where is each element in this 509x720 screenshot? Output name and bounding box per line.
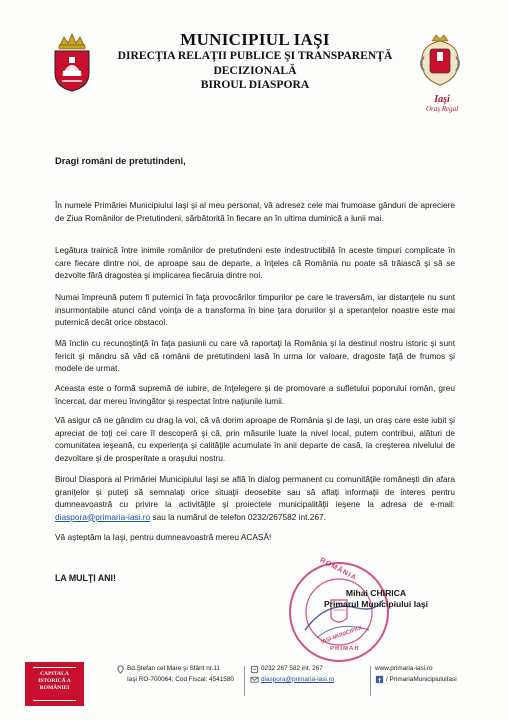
phone-icon [250, 665, 259, 674]
footer-web [375, 664, 457, 685]
diaspora-email-link[interactable]: diaspora@primaria-iasi.ro [55, 511, 151, 522]
stamp-text-side: IAŞI-MUNICIPIUL [320, 624, 365, 646]
badge-line-3: ROMÂNIEI [39, 685, 70, 692]
phone-text: 0232 267 582 int. 267 [261, 665, 323, 672]
wordmark-iasi: Iaşi [434, 94, 450, 105]
paragraph-6: Vă asigur că ne gândim cu drag la voi, că vă dorim aproape de România şi de Iaşi, un oraş care este iubit şi apreciat de toţi cei care îl descoperă şi că, prin măsurile luate la nivel local, putem contribui, alături de comunitatea ieşeană, cu experienţa şi calităţile acumulate în anii departe de casă, la creşterea nivelului de dezvoltare şi de prosperitate a oraşului nostru. [55, 415, 455, 463]
paragraph-5: Aceasta este o formă supremă de iubire, de înţelegere şi de promovare a sufletului poporului român, greu încercat, dar mereu învingător şi respectat între naţiunile lumii. [55, 383, 455, 406]
department-name: DIRECŢIA RELAŢII PUBLICE ŞI TRANSPARENŢĂ [117, 49, 393, 62]
signatory-role: Primarul Municipiului Iaşi [323, 599, 429, 609]
office-name: BIROUL DIASPORA [200, 78, 310, 91]
letterhead [100, 30, 410, 93]
footer-divider [244, 666, 245, 696]
location-pin-icon [116, 665, 125, 674]
paragraph-4: Mă înclin cu recunoştinţă în faţa pasiunii cu care vă raportaţi la România şi la destinul nostru istoric şi sunt fericit şi mândru să văd că românii de pretutindeni lasă în urma lor valoare, dragoste faţă de frumos şi modele de urmat. [55, 338, 455, 373]
royal-city-wordmark [420, 95, 464, 113]
facebook-link[interactable]: / PrimariaMunicipiuluiIasi [386, 675, 457, 683]
department-name-cont: DECIZIONALĂ [213, 63, 297, 77]
footer-contact [250, 664, 334, 685]
paragraph-2: Legătura trainică între inimile românilor de pretutindeni este indestructibilă în aceste timpuri complicate în care fiecare dintre noi, de aproape sau de departe, a înţeles că România nu poate să trăiască şi să se dezvolte fără dragostea şi implicarea fiecăruia dintre noi. [55, 245, 455, 280]
letter-greeting: Dragi români de pretutindeni, [55, 155, 186, 166]
footer-address [116, 664, 234, 685]
envelope-icon [250, 675, 259, 684]
stamp-text-top: ROMÂNIA [318, 556, 358, 583]
footer-divider-2 [370, 666, 371, 696]
wordmark-tagline: Oraş Regal [425, 105, 459, 113]
website-link[interactable]: www.primaria-iasi.ro [375, 665, 433, 672]
paragraph-1: În numele Primăriei Municipiului Iaşi şi al meu personal, vă adresez cele mai frumoase gânduri de apreciere de Ziua Românilor de Pretutindeni, sărbătorită în fiecare an în ultima duminică a lunii mai. [55, 200, 455, 223]
facebook-icon [375, 675, 384, 684]
historic-capital-badge [25, 662, 84, 706]
address-text: Bd.Ştefan cel Mare şi Sfânt nr.11 [127, 665, 220, 672]
badge-line-2: ISTORICĂ A [38, 678, 71, 685]
footer-email-link[interactable]: diaspora@primaria-iasi.ro [261, 675, 335, 683]
paragraph-diaspora [55, 473, 455, 523]
paragraph-closing: Vă aşteptăm la Iaşi, pentru dumneavoastră mereu ACASĂ! [55, 532, 272, 542]
institution-title: MUNICIPIUL IAŞI [180, 30, 330, 49]
iasi-coat-of-arms-icon [52, 31, 92, 93]
footer-email-row [250, 675, 334, 686]
diaspora-text: Biroul Diaspora al Primăriei Municipiului Iaşi se află în dialog permanent cu comunităţile româneşti din afara graniţelor şi puteţi să semnalaţi orice situaţii deosebite sau să aflaţi informaţii de interes pentru dumneavoastră cu privire la activităţile şi proiectele municipalităţii ieşene la adresa de e-mail: [55, 474, 455, 509]
footer-address-row [116, 664, 234, 675]
fiscal-text: Iaşi RO-700064; Cod Fiscal: 4541580 [127, 675, 234, 683]
footer-fiscal-row [116, 675, 234, 686]
salutation: LA MULŢI ANI! [55, 573, 116, 583]
royal-city-emblem-icon [414, 33, 466, 97]
signatory-name: Mihai CHIRICA [345, 588, 407, 598]
footer-website-row [375, 664, 457, 675]
footer-facebook-row [375, 675, 457, 686]
badge-rule-top [33, 667, 76, 668]
badge-rule-bottom [33, 700, 76, 701]
diaspora-phone-text: sau la numărul de telefon 0232/267582 int.267. [150, 511, 326, 522]
footer-phone-row [250, 664, 334, 675]
signature-block [311, 588, 441, 610]
badge-line-1: CAPITALA [40, 671, 69, 677]
stamp-text-bottom: PRIMAR [330, 646, 360, 652]
paragraph-3: Numai împreună putem fi puternici în faţa provocărilor timpurilor pe care le traversăm, iar distanţele nu sunt insurmontabile atunci când voinţa de a transforma în bine ţara dorurilor şi a speranţelor noastre este mai puternică decât orice obstacol. [55, 292, 455, 327]
